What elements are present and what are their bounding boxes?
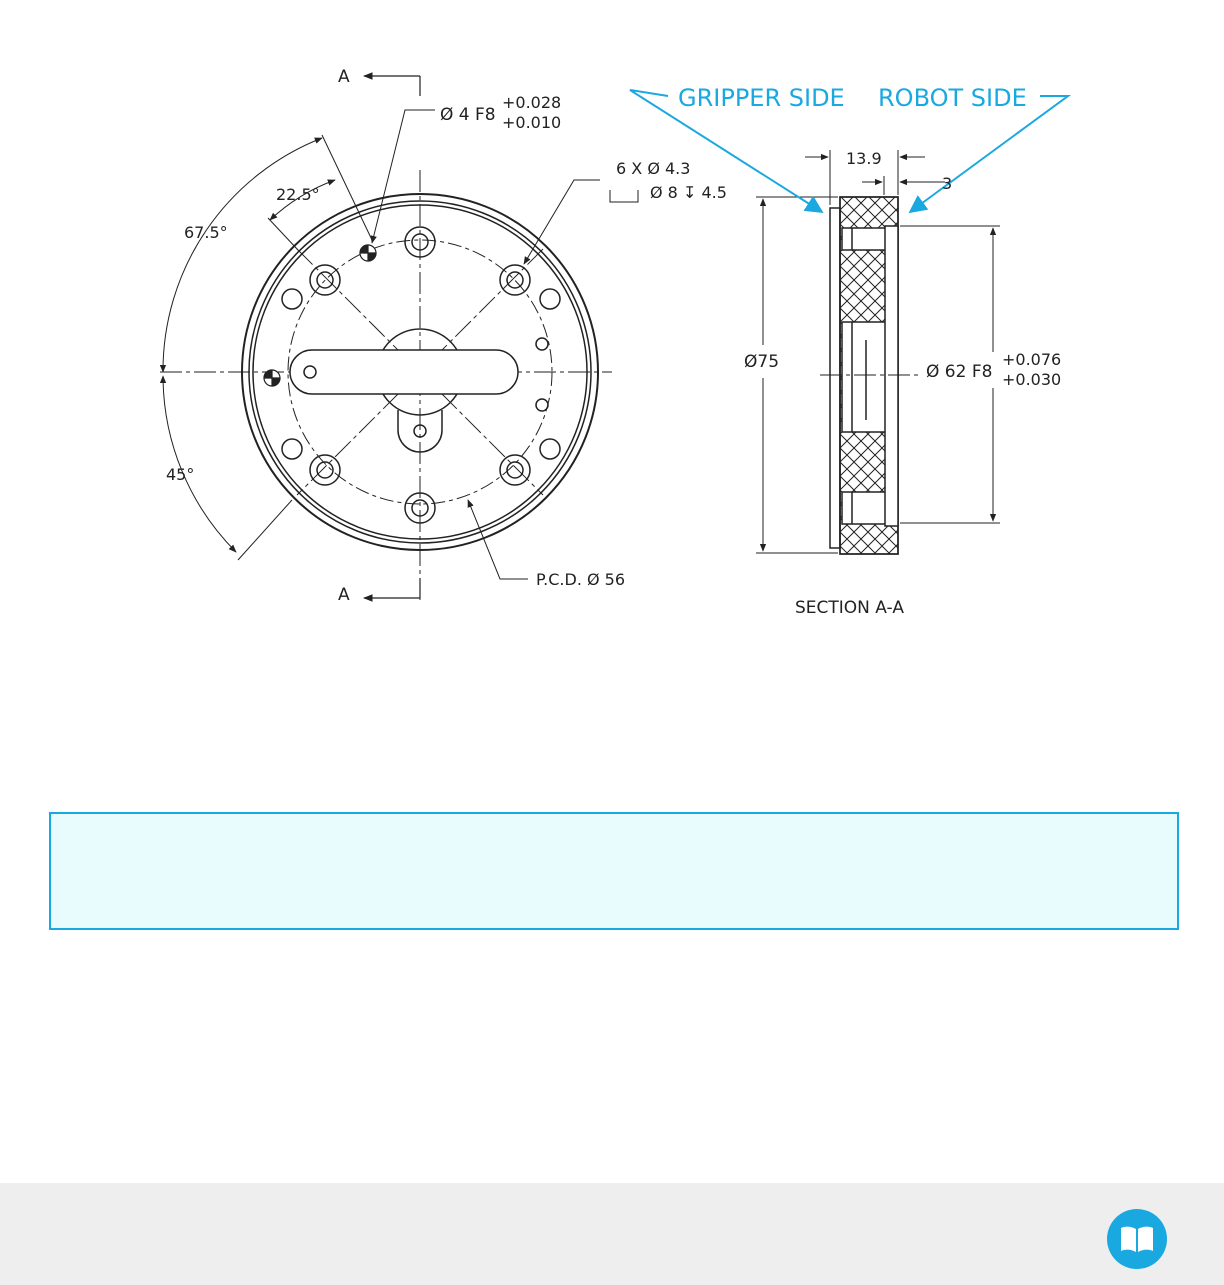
gripper-side-label: GRIPPER SIDE [678,84,845,112]
angle-67-5: 67.5° [184,223,228,242]
counterbore-symbol [610,190,638,202]
robot-side-label: ROBOT SIDE [878,84,1027,112]
section-mark-top: A [338,67,350,87]
bore-tolerance-lower: +0.030 [1002,370,1062,389]
bore-tolerance-upper: +0.076 [1002,350,1062,369]
section-view [756,150,1000,554]
book-icon-button[interactable] [1107,1209,1167,1269]
thickness-dimension: 13.9 [846,149,882,168]
hole-callout-line1: 6 X Ø 4.3 [616,159,691,178]
angle-22-5: 22.5° [276,185,320,204]
hole-callout-line2: Ø 8 ↧ 4.5 [650,183,727,202]
section-caption: SECTION A-A [795,598,904,618]
outer-diameter-dimension: Ø75 [744,352,780,372]
dowel-tolerance-lower: +0.010 [502,113,562,132]
step-dimension: 3 [942,174,953,193]
bore-dimension: Ø 62 F8 [926,362,993,382]
footer-bar [0,1183,1224,1285]
section-mark-bottom: A [338,585,350,605]
dowel-dimension: Ø 4 F8 [440,105,496,125]
book-icon [1119,1224,1155,1254]
front-view [160,76,612,600]
pcd-label: P.C.D. Ø 56 [536,570,626,589]
front-view-labels [166,67,727,605]
dowel-tolerance-upper: +0.028 [502,93,562,112]
angle-45: 45° [166,465,195,484]
note-box [49,812,1179,930]
